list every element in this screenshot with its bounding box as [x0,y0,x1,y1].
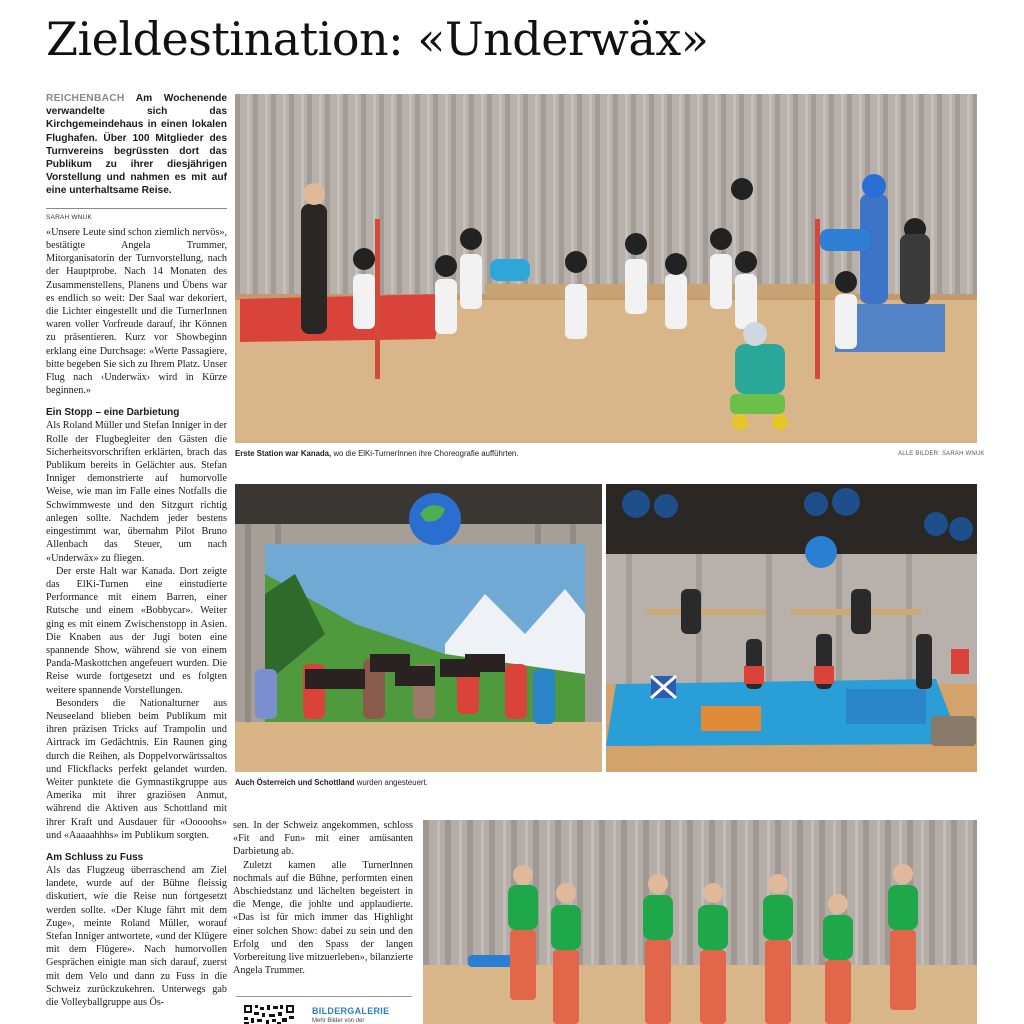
body-paragraph-2: Als Roland Müller und Stefan Inniger in der Rolle der Flugbegleiter den Gästen die Sicherheitsvorschriften erklärten, brach das Publikum bereits in Gelächter aus. Stefan Inniger demonstrierte auf humorvolle Weise, wie man im Falle eines Notfalls die Schwimmweste und den Sitzgurt richtig anlegen sollte. Nachdem jeder bestens eingestimmt war, übernahm Pilot Bruno Allenbach das Steuer, um nach «Underwäx» zu fliegen. [46,420,227,564]
gallery-title[interactable]: BILDERGALERIE [312,1006,390,1016]
caption-1-bold: Erste Station war Kanada, [235,449,332,458]
photo-credit: ALLE BILDER: SARAH WNUK [898,451,985,457]
caption-1-text: wo die ElKi-TurnerInnen ihre Choreografie aufführten. [331,449,519,458]
body-paragraph-4: Besonders die Nationalturner aus Neuseeland blieben beim Publikum mit ihren präzisen Tricks auf Trampolin und Airtrack im Gedächtnis. Ein Raunen ging durch die Reihen, als Doppelvorwärtssaltos und Flickflacks perfekt gelandet wurden. Weiter punktete die Gymnastikgruppe aus Amerika mit ihrer graziösen Anmut, während die Aktiven aus Schottland mit ihrer Kraft und Ausdauer für «Ooooohs» und «Aaaaahhhs» im Publikum sorgten. [46,697,227,841]
qr-code-icon[interactable] [244,1005,294,1024]
headline: Zieldestination: «Underwäx» [46,12,709,66]
lead-paragraph [46,92,227,198]
caption-photo-2 [235,778,428,787]
body-paragraph-7: Zuletzt kamen alle TurnerInnen nochmals auf die Bühne, performten einen Abschiedstanz und lächelten begeistert in die Menge, die johlte und applaudierte. «Das ist für mich immer das Highlight einer solchen Show: dabei zu sein und den Erfolg und den Spass der langen Vorbereitung live mitzuerleben», bilanzierte Angela Trummer. [233,859,413,977]
caption-photo-1 [235,449,518,458]
article-column-1 [46,92,227,1009]
subhead-2: Am Schluss zu Fuss [46,851,144,863]
author-byline: SARAH WNUK [46,208,227,224]
caption-2-bold: Auch Österreich und Schottland [235,778,355,787]
photo-oesterreich [235,484,602,772]
subhead-1: Ein Stopp – eine Darbietung [46,407,180,419]
caption-2-text: wurden angesteuert. [354,778,428,787]
body-paragraph-1: «Unsere Leute sind schon ziemlich nervös», bestätigte Angela Trummer, Mitorganisatorin der Turnvorstellung, nach der Hauptprobe. Nach 14 Monaten des Zusammenstellens, Planens und Übens war es endlich so weit: Der Saal war dekoriert, die Lichter eingestellt und die TurnerInnen waren voller Vorfreude darauf, ihr Können zu präsentieren. Kurz vor Showbeginn erklang eine Durchsage: «Werte Passagiere, bitte begeben Sie sich zu Ihrem Platz. Unser Flug nach ‹Underwäx› wird in Kürze beginnen.» [46,226,227,397]
body-paragraph-6: sen. In der Schweiz angekommen, schloss «Fit and Fun» mit einer amüsanten Darbietung ab. [233,820,413,858]
body-paragraph-5: Als das Flugzeug überraschend am Ziel landete, wurde auf der Bühne fleissig diskutiert, wie die Reise nun fortgesetzt werden sollte. «Der Kluge fährt mit dem Zuge», meinte Roland Müller, worauf Stefan Inniger antwortete, «und der Klügere mit dem Flügere». Nach humorvollen Gesprächen einigte man sich darauf, zuerst mit dem Velo und dann zu Fuss in die Schweiz zurückzukehren. Unterwegs gab die Volleyballgruppe aus Ös- [46,864,227,1008]
gallery-box[interactable] [236,996,412,1024]
photo-schlusstanz [423,820,977,1024]
body-paragraph-3: Der erste Halt war Kanada. Dort zeigte das ElKi-Turnen eine einstudierte Performance mit einem Barren, einer Rutsche und einem «Bobbycar». Weiter ging es mit einem Zwischenstopp in Asien. Die Knaben aus der Jugi boten eine spannende Show, während sie von einem Panda-Maskottchen angefeuert wurden. Die Reise wurde fortgesetzt und es folgten weitere spannende Vorstellungen. [46,565,227,696]
photo-schottland [606,484,977,772]
dateline: REICHENBACH [46,93,125,104]
article-column-2 [233,819,413,977]
photo-kanada-kids [235,94,977,443]
gallery-subtitle: Mehr Bilder von der [312,1018,365,1024]
lead-text: Am Wochenende verwandelte sich das Kirchgemeindehaus in einen lokalen Flughafen. Über 100 Mitglieder des Turnvereins begrüssten dort das Publikum zu ihrer diesjährigen Vorstellung und nahmen es mit auf eine unterhaltsame Reise. [46,93,227,197]
